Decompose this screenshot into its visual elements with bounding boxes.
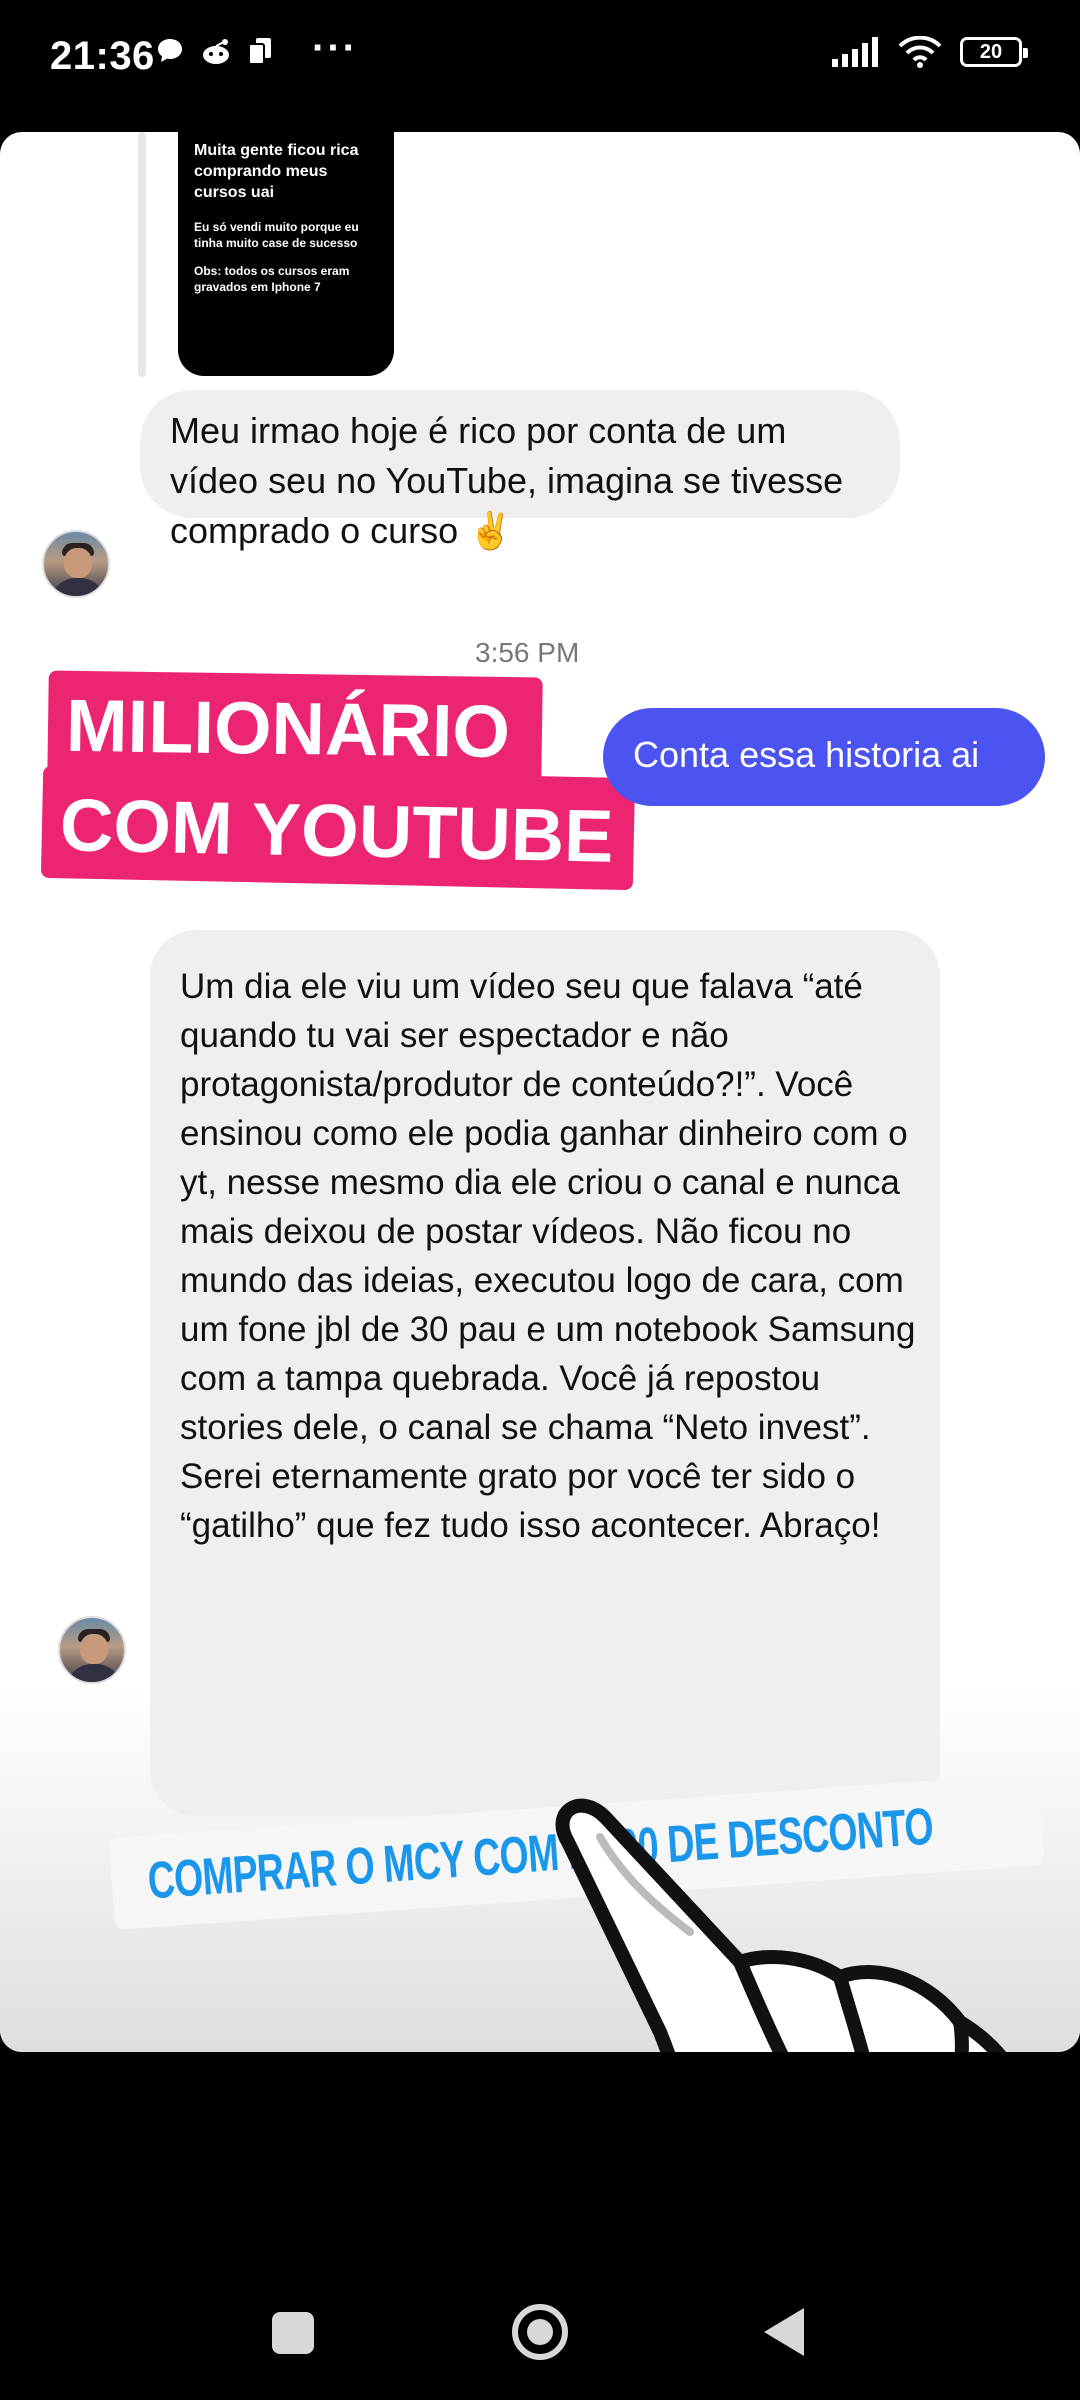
- post-text-3: Obs: todos os cursos eram gravados em Iphone 7: [194, 264, 350, 294]
- post-text-1: Muita gente ficou rica comprando meus cursos uai: [194, 142, 359, 201]
- copy-icon: [247, 36, 273, 66]
- sent-message-bubble: Conta essa historia ai: [603, 708, 1045, 806]
- title-sticker-line-2: COM YOUTUBE: [41, 766, 635, 890]
- chat-bubble-icon: [155, 36, 185, 66]
- story-card: [0, 132, 1080, 2052]
- post-text-2: Eu só vendi muito porque eu tinha muito case de sucesso: [194, 220, 359, 250]
- avatar[interactable]: [58, 1616, 126, 1684]
- reddit-icon: [199, 36, 233, 66]
- more-notifications-icon: ···: [312, 26, 358, 70]
- navigation-bar: [0, 2170, 1080, 2400]
- signal-icon: [832, 37, 880, 67]
- battery-icon: [960, 37, 1022, 67]
- wifi-icon: [898, 36, 942, 68]
- received-message-bubble-long: Um dia ele viu um vídeo seu que falava “até quando tu vai ser espectador e não protagonista/produtor de conteúdo?!”. Você ensinou como ele podia ganhar dinheiro com o yt, nesse mesmo dia ele criou o canal e nunca mais deixou de postar vídeos. Não ficou no mundo das ideias, executou logo de cara, com um fone jbl de 30 pau e um notebook Samsung com a tampa quebrada. Você já repostou stories dele, o canal se chama “Neto invest”. Serei eternamente grato por você ter sido o “gatilho” que fez tudo isso acontecer. Abraço!: [150, 930, 940, 1816]
- battery-level: 20: [979, 40, 1003, 63]
- home-button[interactable]: [512, 2304, 568, 2360]
- link-icon: [134, 1860, 137, 1904]
- notification-icons: [155, 36, 273, 66]
- shared-post-preview[interactable]: [178, 132, 394, 376]
- link-sticker-text: COMPRAR O MCY COM 1.000 DE DESCONTO: [145, 1797, 935, 1911]
- back-button[interactable]: [764, 2308, 804, 2356]
- pointing-hand-icon: [540, 1782, 1060, 2052]
- reply-thread-line: [138, 132, 146, 377]
- status-bar: [0, 0, 1080, 125]
- avatar[interactable]: [42, 530, 110, 598]
- received-message-bubble: Meu irmao hoje é rico por conta de um vídeo seu no YouTube, imagina se tivesse comprado o curso ✌️: [140, 390, 900, 518]
- clock: 21:36: [50, 34, 155, 78]
- title-sticker-line-1: MILIONÁRIO: [47, 671, 542, 788]
- recent-apps-button[interactable]: [272, 2312, 314, 2354]
- message-timestamp: 3:56 PM: [475, 637, 580, 668]
- system-icons: [832, 36, 1022, 68]
